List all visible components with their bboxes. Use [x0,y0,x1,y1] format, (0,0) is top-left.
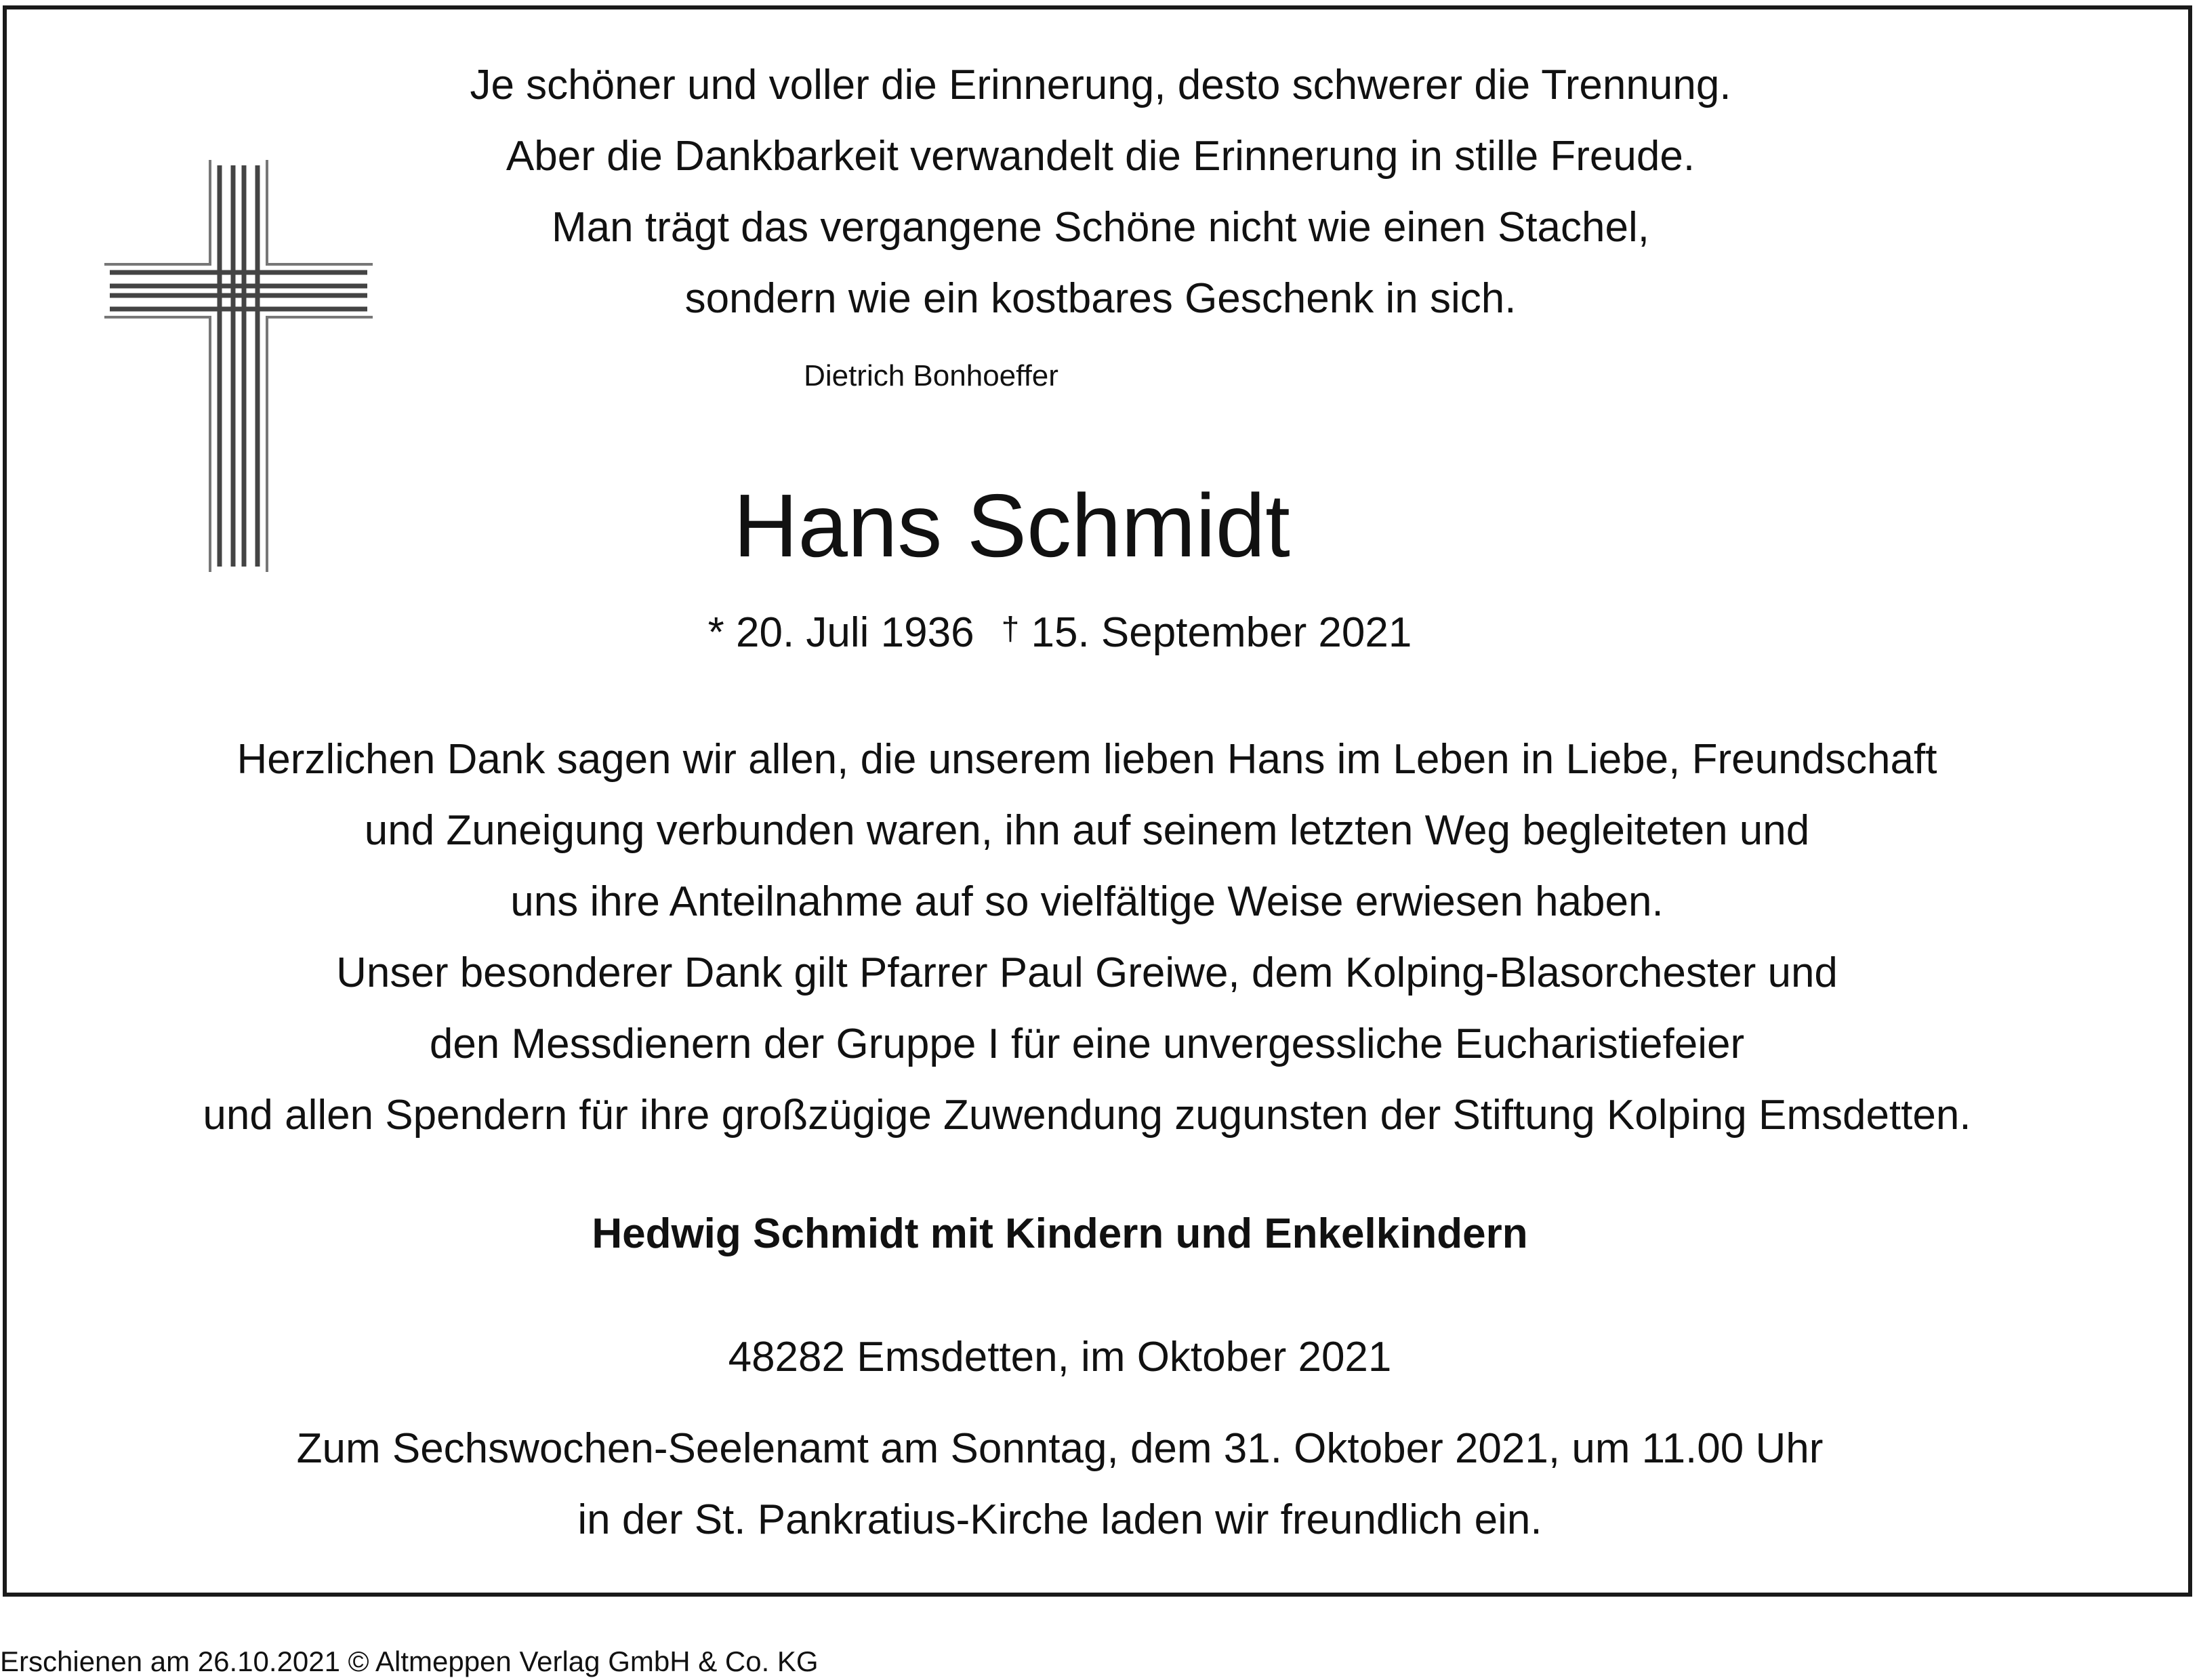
quote-line-2: Aber die Dankbarkeit verwandelt die Erinnerung in stille Freude. [506,133,1695,180]
death-symbol: † [1001,611,1020,647]
quote-author: Dietrich Bonhoeffer [804,359,1058,392]
invitation-line-2: in der St. Pankratius-Kirche laden wir freundlich ein. [577,1496,1542,1543]
deceased-name: Hans Schmidt [733,476,1290,575]
thanks-line-6: und allen Spendern für ihre großzügige Zuwendung zugunsten der Stiftung Kolping Emsdetten. [203,1092,1971,1139]
thanks-line-4: Unser besonderer Dank gilt Pfarrer Paul Greiwe, dem Kolping-Blasorchester und [336,949,1838,996]
death-date: 15. September 2021 [1031,609,1412,656]
quote-line-1: Je schöner und voller die Erinnerung, desto schwerer die Trennung. [470,62,1731,108]
quote-line-3: Man trägt das vergangene Schöne nicht wie einen Stachel, [552,204,1649,251]
life-dates [0,609,2160,657]
quote-line-4: sondern wie ein kostbares Geschenk in sich. [684,275,1517,322]
thanks-line-3: uns ihre Anteilnahme auf so vielfältige Weise erwiesen haben. [510,878,1664,925]
place-date: 48282 Emsdetten, im Oktober 2021 [728,1334,1392,1380]
thanks-line-5: den Messdienern der Gruppe I für eine unvergessliche Eucharistiefeier [429,1021,1745,1067]
invitation-line-1: Zum Sechswochen-Seelenamt am Sonntag, dem 31. Oktober 2021, um 11.00 Uhr [296,1425,1824,1472]
publication-footer: Erschienen am 26.10.2021 © Altmeppen Verlag GmbH & Co. KG [0,1645,819,1677]
thanks-line-1: Herzlichen Dank sagen wir allen, die unserem lieben Hans im Leben in Liebe, Freundschaft [236,736,1937,783]
family-signature: Hedwig Schmidt mit Kindern und Enkelkindern [592,1210,1528,1257]
thanks-line-2: und Zuneigung verbunden waren, ihn auf seinem letzten Weg begleiteten und [364,807,1810,854]
birth-date: * 20. Juli 1936 [707,609,974,656]
